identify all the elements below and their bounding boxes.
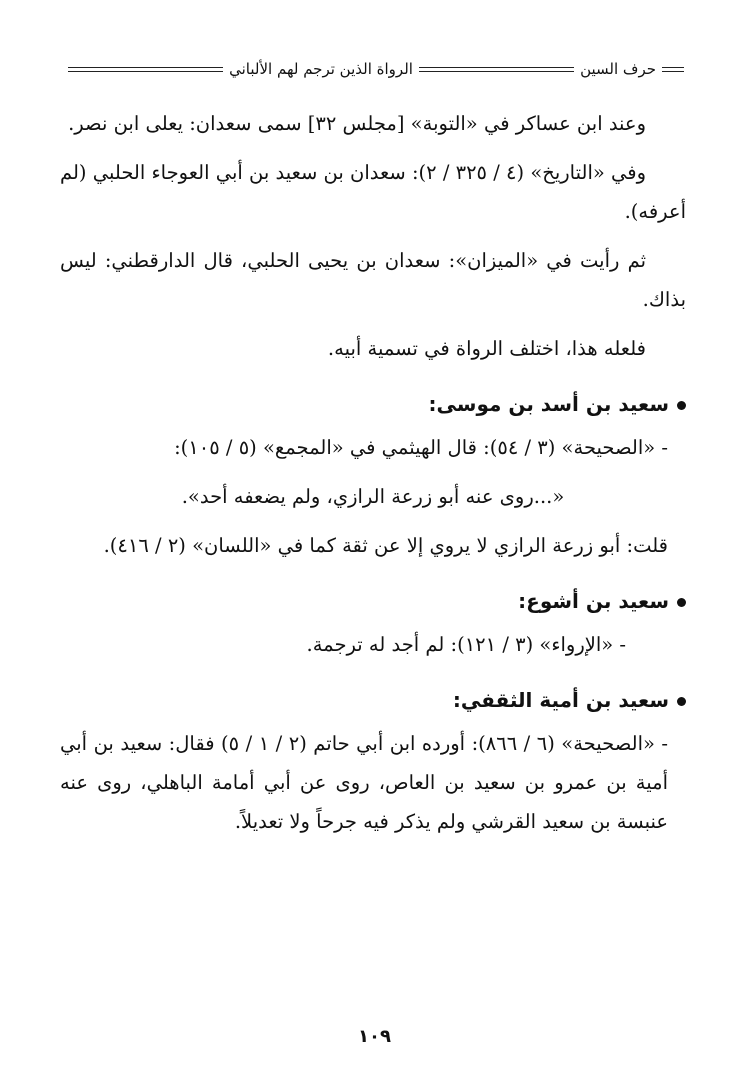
- entry-line: - «الصحيحة» (٦ / ٨٦٦): أورده ابن أبي حاتم (٢ / ١ / ٥) فقال: سعيد بن أبي أمية بن عمرو بن سعيد بن العاص، روى عن أبي أمامة الباهلي، روى عنه عنبسة بن سعيد القرشي ولم يذكر فيه جرحاً ولا تعديلاً.: [60, 732, 669, 833]
- entry-line: قلت: أبو زرعة الرازي لا يروي إلا عن ثقة كما في «اللسان» (٢ / ٤١٦).: [103, 534, 668, 557]
- running-header: [62, 56, 684, 82]
- paragraph-mizan: ثم رأيت في «الميزان»: سعدان بن يحيى الحلبي، قال الدارقطني: ليس بذاك.: [60, 249, 686, 311]
- entry-heading-said-bin-umayya: [60, 682, 686, 718]
- header-book-title: الرواة الذين ترجم لهم الألباني: [229, 60, 413, 78]
- bullet-icon: [677, 598, 686, 607]
- paragraph-tarikh: وفي «التاريخ» (٤ / ٣٢٥ / ٢): سعدان بن سعيد بن أبي العوجاء الحلبي (لم أعرفه).: [60, 161, 686, 223]
- entry-name: سعيد بن أشوع:: [518, 589, 669, 613]
- entry-line: - «الصحيحة» (٣ / ٥٤): قال الهيثمي في «المجمع» (٥ / ١٠٥):: [174, 436, 668, 459]
- header-rule-right: [662, 67, 684, 72]
- header-rule-left: [68, 67, 223, 72]
- entry-quote: «...روى عنه أبو زرعة الرازي، ولم يضعفه أحد».: [181, 485, 565, 508]
- header-chapter: حرف السين: [580, 60, 656, 78]
- paragraph-ibn-asakir: وعند ابن عساكر في «التوبة» [مجلس ٣٢] سمى سعدان: يعلى ابن نصر.: [68, 112, 646, 135]
- header-rule-middle: [419, 67, 574, 72]
- paragraph-conclusion: فلعله هذا، اختلف الرواة في تسمية أبيه.: [327, 337, 646, 360]
- entry-name: سعيد بن أمية الثقفي:: [452, 688, 669, 712]
- page-body: [60, 104, 686, 851]
- entry-name: سعيد بن أسد بن موسى:: [428, 392, 669, 416]
- entry-heading-said-bin-ashwa: [60, 583, 686, 619]
- page-number: ١٠٩: [358, 1026, 391, 1047]
- entry-line: - «الإرواء» (٣ / ١٢١): لم أجد له ترجمة.: [306, 633, 626, 656]
- bullet-icon: [677, 401, 686, 410]
- bullet-icon: [677, 697, 686, 706]
- entry-heading-said-bin-asad: [60, 386, 686, 422]
